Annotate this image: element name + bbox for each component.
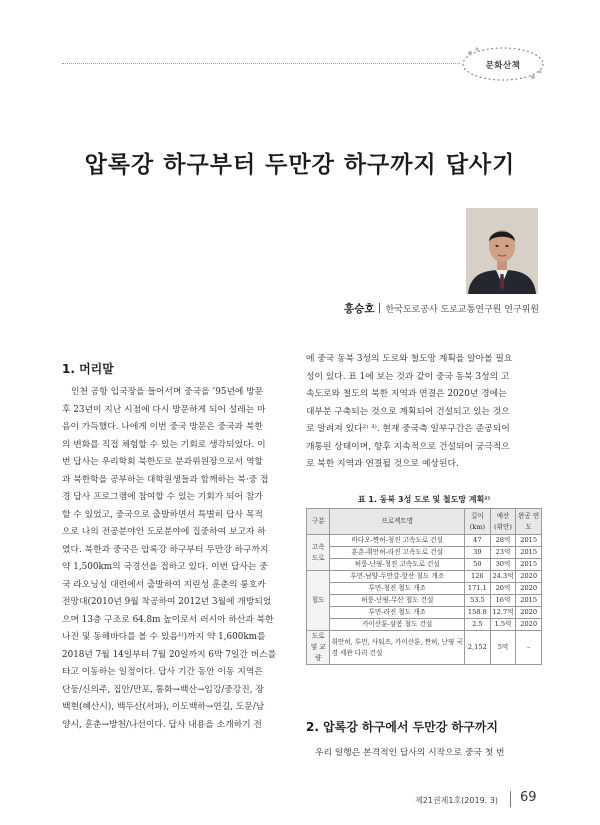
table-cell: 2020 [516, 571, 542, 583]
table-cell: 30억 [490, 559, 516, 571]
table-cell: 2020 [516, 607, 542, 619]
section2-body [306, 745, 542, 763]
table-cell: 2015 [516, 559, 542, 571]
table-header-row [307, 509, 542, 535]
text-line: 인천 공항 입국장을 들어서며 중국을 ’95년에 방문 [71, 387, 264, 397]
text-line: 성이 있다. 표 1에 보는 것과 같이 중국 동북 3성의 고 [306, 371, 510, 382]
table-cell: 2015 [516, 535, 542, 547]
table-cell: 50 [465, 559, 491, 571]
table-cell: 투먼-청진 철도 개조 [330, 583, 465, 595]
table-category-cell: 철도 [307, 571, 330, 631]
table-cell: 12.7억 [490, 607, 516, 619]
text-line: 국 라오닝성 대련에서 출발하여 지린성 훈춘의 룽호카 [62, 579, 266, 590]
table-cell: 16억 [490, 595, 516, 607]
table-row [307, 571, 542, 583]
table-cell: 2020 [516, 583, 542, 595]
table-row [307, 595, 542, 607]
table-category-cell: 도로 및 교량 [307, 631, 330, 665]
text-line: 할 수 있었고, 중국으로 출발하면서 특별히 답사 목적 [62, 509, 263, 520]
text-line: 로 알려져 있다²⁾ ³⁾. 현재 중국측 일부구간은 준공되어 [306, 424, 510, 434]
text-line: 과 북한학을 공부하는 대학원생들과 함께하는 북·중 접 [62, 474, 269, 485]
text-line: 우리 일행은 본격적인 답사의 시작으로 중국 첫 번 [315, 748, 505, 758]
header-dotted-rule [62, 63, 460, 64]
issue-info: 제21권제1호(2019. 3) [415, 796, 498, 805]
table-cell: 2015 [516, 547, 542, 559]
author-photo [466, 208, 538, 294]
table-cell: 2020 [516, 619, 542, 631]
table-cell: 126 [465, 571, 491, 583]
table-row [307, 631, 542, 665]
text-line: 나진 및 동해바다를 볼 수 있음¹⁾)까지 약 1,600km를 [62, 632, 266, 642]
table-cell: 2015 [516, 595, 542, 607]
text-line: 으며 13층 구조로 64.8m 높이로서 러시아 하산과 북한 [62, 614, 274, 625]
table-cell: 투먼-라진 철도 개조 [330, 607, 465, 619]
table-category-cell: 고속 도로 [307, 535, 330, 571]
table-cell: 허룽-난핑-무산 철도 건설 [330, 595, 465, 607]
text-line: 로 북한 지역과 연결될 것으로 예상된다. [306, 459, 459, 469]
table-cell: 47 [465, 535, 491, 547]
article-title: 압록강 하구부터 두만강 하구까지 답사기 [84, 152, 516, 178]
footer-divider [510, 791, 511, 807]
table-cell: 2,152 [465, 631, 491, 665]
table-cell: 28억 [490, 535, 516, 547]
text-line: 양시, 훈춘→방천/나선이다. 답사 내용을 소개하기 전 [62, 719, 262, 730]
text-line: 의 변화를 직접 체험할 수 있는 기회로 생각되었다. 이 [62, 439, 266, 450]
table-cell: 2.5 [465, 619, 491, 631]
plan-table [306, 508, 542, 665]
table-cell: 허룽-난핑-청진 고속도로 건설 [330, 559, 465, 571]
text-line: 개통된 상태이며, 향후 지속적으로 건설되어 궁극적으 [306, 441, 510, 452]
table-row [307, 535, 542, 547]
table-cell: 24.3억 [490, 571, 516, 583]
text-line: 음이 가득했다. 나에게 이번 중국 방문은 중국과 북한 [62, 422, 263, 432]
table-cell: 바다오-짠허-청진 고속도로 건설 [330, 535, 465, 547]
table-cell: 훈춘-취안허-라진 고속도로 건설 [330, 547, 465, 559]
text-line: 전망대(2010년 9월 착공하여 2012년 3월에 개방되었 [62, 597, 272, 607]
table-header: 완공 연도 [516, 509, 542, 535]
table-cell: 53.5 [465, 595, 491, 607]
text-line: 에 중국 동북 3성의 도로와 철도망 계획을 알아볼 필요 [306, 354, 513, 364]
author-name: 홍승호 [344, 303, 375, 315]
table-row [307, 607, 542, 619]
table-row [307, 559, 542, 571]
text-line: 2018년 7월 14일부터 7월 20일까지 6박 7일간 버스를 [62, 649, 277, 660]
table-cell: 39 [465, 547, 491, 559]
table-cell: 20억 [490, 583, 516, 595]
table-row [307, 547, 542, 559]
author-line [0, 301, 539, 316]
table-header: 길이 (km) [465, 509, 491, 535]
table-cell: 23억 [490, 547, 516, 559]
table-cell: 투먼-남양-두만강-핫산 철도 개조 [330, 571, 465, 583]
table-row [307, 619, 542, 631]
table-caption: 표 1. 동북 3성 도로 및 철도망 계획²⁾ [357, 495, 491, 504]
table-header: 프로젝트명 [330, 509, 465, 535]
section2-heading: 2. 압록강 하구에서 두만강 하구까지 [306, 720, 498, 734]
table-cell: 1.5억 [490, 619, 516, 631]
table-cell: 158.8 [465, 607, 491, 619]
text-line: 였다. 북한과 중국은 압록강 하구부터 두만강 하구까지 [62, 544, 269, 555]
text-line: 약 1,500km의 국경선을 접하고 있다. 이번 답사는 중 [62, 562, 268, 572]
page-number: 69 [520, 790, 537, 805]
table-header: 예산 (위안) [490, 509, 516, 535]
section-badge [460, 44, 546, 84]
text-line: 경 답사 프로그램에 참여할 수 있는 기회가 되어 참가 [62, 492, 263, 502]
section1-heading: 1. 머리말 [62, 362, 114, 376]
author-divider [379, 303, 380, 313]
table-cell: 카이산툰-삼봉 철도 건설 [330, 619, 465, 631]
table-cell: 5억 [490, 631, 516, 665]
text-line: 속도로와 철도의 북한 지역과 연결은 2020년 경에는 [306, 389, 507, 399]
section1-body [62, 384, 292, 734]
text-line: 백현(혜산시), 백두산(서파), 이도백하→연길, 도문/남 [62, 702, 265, 712]
text-line: 후 23년이 지난 시점에 다시 방문하게 되어 설레는 마 [62, 404, 266, 415]
text-line: 단둥/신의주, 집안/만포, 통화→백산→임강/중강진, 장 [62, 684, 264, 695]
right-column-intro [306, 351, 542, 474]
text-line: 으로 나의 전공분야인 도로분야에 집중하여 보고자 하 [62, 527, 266, 537]
badge-label: 문화산책 [485, 61, 521, 71]
text-line: 번 답사는 우리학회 북한도로 분과위원장으로서 역할 [62, 457, 263, 467]
table-cell: 취안허, 투먼, 사퉈즈, 카이산툰, 짠허, 난핑 국경 세관 다리 건설 [330, 631, 465, 665]
table-cell: 171.1 [465, 583, 491, 595]
table-row [307, 583, 542, 595]
table-header: 구분 [307, 509, 330, 535]
text-line: 타고 이동하는 일정이다. 답사 기간 동안 이동 지역은 [62, 667, 263, 677]
author-affiliation: 한국도로공사 도로교통연구원 연구위원 [385, 305, 539, 315]
text-line: 대부분 구축되는 것으로 계획되어 건설되고 있는 것으 [306, 406, 510, 417]
table-cell: – [516, 631, 542, 665]
